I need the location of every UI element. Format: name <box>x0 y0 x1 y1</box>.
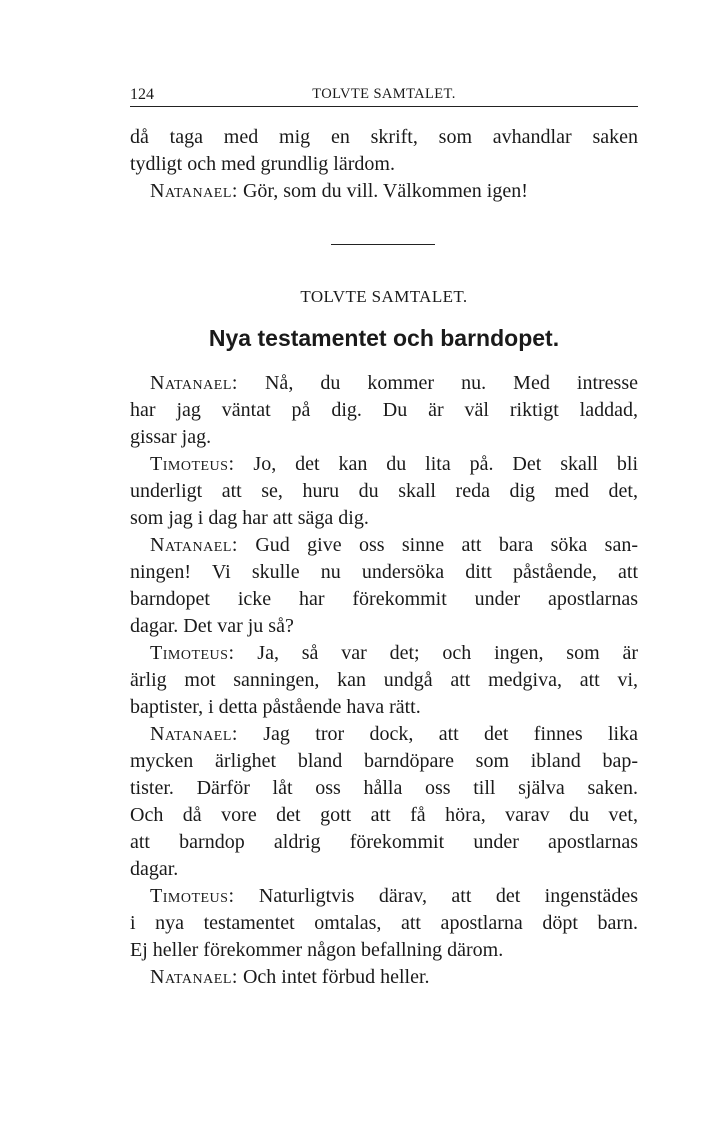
line-text: Och då vore det gott att få höra, varav du vet, <box>130 804 638 826</box>
line-text: att barndop aldrig förekommit under apostlarnas <box>130 831 638 853</box>
text-line <box>130 505 638 532</box>
line-text: Och intet förbud heller. <box>237 966 430 988</box>
speaker-name: Natanael: <box>150 372 238 394</box>
line-text: Jag tror dock, att det finnes lika <box>237 723 638 745</box>
line-text: dagar. <box>130 858 179 880</box>
text-line <box>130 775 638 802</box>
text-line <box>150 178 638 205</box>
line-text: ningen! Vi skulle nu undersöka ditt påstående, att <box>130 561 638 583</box>
speaker-name: Timoteus: <box>150 453 235 475</box>
text-line <box>130 613 638 640</box>
text-line <box>130 667 638 694</box>
line-text: gissar jag. <box>130 426 212 448</box>
running-title: TOLVTE SAMTALET. <box>312 86 456 102</box>
text-line <box>130 586 638 613</box>
text-line <box>130 559 638 586</box>
speaker-name: Natanael: <box>150 723 238 745</box>
speaker-name: Timoteus: <box>150 885 235 907</box>
speaker-name: Natanael: <box>150 534 238 556</box>
chapter-title: Nya testamentet och barndopet. <box>208 325 560 351</box>
line-text: dagar. Det var ju så? <box>130 615 294 637</box>
text-line <box>130 856 638 883</box>
line-text: ärlig mot sanningen, kan undgå att medgiva, att vi, <box>130 669 638 691</box>
line-text: mycken ärlighet bland barndöpare som ibland bap- <box>130 750 638 772</box>
text-line <box>150 640 638 667</box>
line-text: Nå, du kommer nu. Med intresse <box>237 372 638 394</box>
section-divider <box>331 244 435 245</box>
line-text: Naturligtvis därav, att det ingenstädes <box>234 885 638 907</box>
text-line <box>150 370 638 397</box>
line-text: Jo, det kan du lita på. Det skall bli <box>234 453 638 475</box>
line-text: då taga med mig en skrift, som avhandlar saken <box>130 126 638 148</box>
text-line <box>150 451 638 478</box>
line-text: tister. Därför låt oss hålla oss till själva saken. <box>130 777 638 799</box>
text-line <box>130 748 638 775</box>
line-text: som jag i dag har att säga dig. <box>130 507 369 529</box>
page-header <box>130 84 638 107</box>
text-line <box>130 124 638 151</box>
line-text: Gör, som du vill. Välkommen igen! <box>237 180 528 202</box>
text-line <box>130 802 638 829</box>
line-text: barndopet icke har förekommit under apostlarnas <box>130 588 638 610</box>
text-line <box>130 397 638 424</box>
text-line <box>130 151 638 178</box>
line-text: underligt att se, huru du skall reda dig med det, <box>130 480 638 502</box>
line-text: Ej heller förekommer någon befallning därom. <box>130 939 504 961</box>
text-line <box>130 829 638 856</box>
text-line <box>150 532 638 559</box>
text-line <box>130 937 638 964</box>
text-line <box>150 964 638 991</box>
line-text: Gud give oss sinne att bara söka san- <box>237 534 638 556</box>
text-line <box>150 883 638 910</box>
text-line <box>150 721 638 748</box>
text-line <box>130 694 638 721</box>
speaker-name: Timoteus: <box>150 642 235 664</box>
page-number: 124 <box>130 86 154 103</box>
text-line <box>130 424 638 451</box>
chapter-label: TOLVTE SAMTALET. <box>300 287 468 306</box>
text-line <box>130 478 638 505</box>
line-text: har jag väntat på dig. Du är väl riktigt laddad, <box>130 399 638 421</box>
speaker-name: Natanael: <box>150 966 238 988</box>
line-text: baptister, i detta påstående hava rätt. <box>130 696 421 718</box>
speaker-name: Natanael: <box>150 180 238 202</box>
line-text: Ja, så var det; och ingen, som är <box>234 642 638 664</box>
line-text: tydligt och med grundlig lärdom. <box>130 153 395 175</box>
text-line <box>130 910 638 937</box>
line-text: i nya testamentet omtalas, att apostlarna döpt barn. <box>130 912 638 934</box>
